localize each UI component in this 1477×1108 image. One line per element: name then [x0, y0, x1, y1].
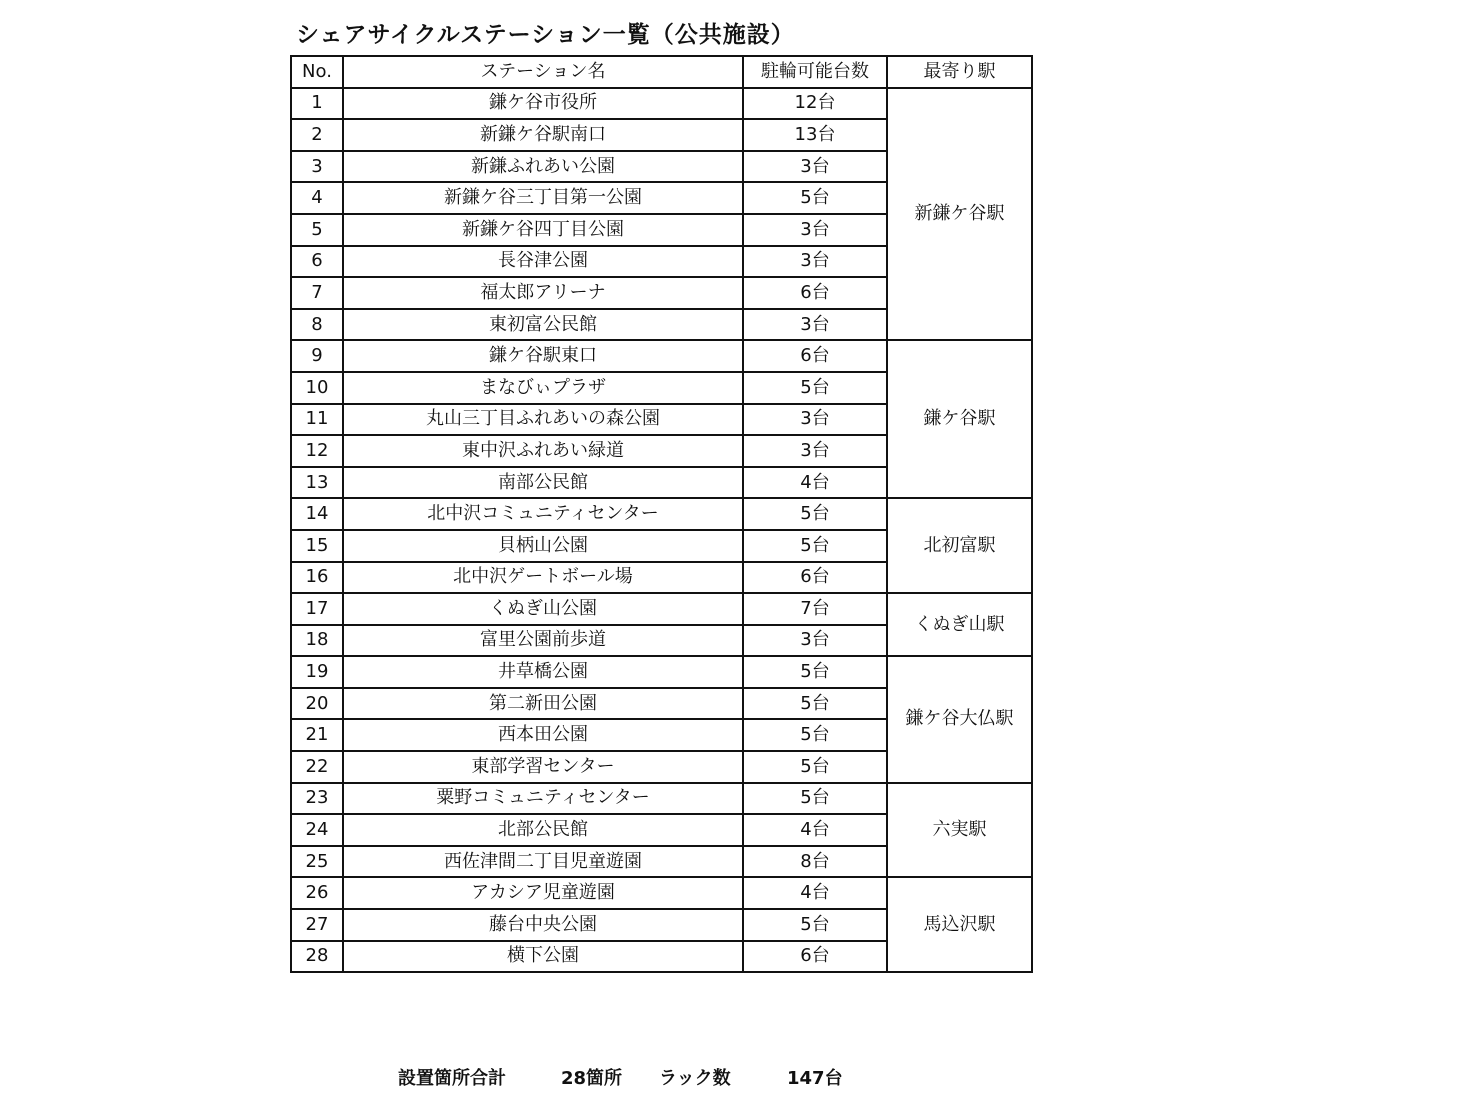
- row-capacity-cell: 12台: [743, 88, 887, 120]
- row-capacity-cell: 5台: [743, 656, 887, 688]
- row-station-name-cell: 藤台中央公園: [343, 909, 743, 941]
- row-station-name-cell: 東初富公民館: [343, 309, 743, 341]
- row-no-cell: 28: [291, 941, 343, 973]
- row-station-name-cell: 南部公民館: [343, 467, 743, 499]
- row-station-name-cell: 北中沢コミュニティセンター: [343, 498, 743, 530]
- row-station-name-cell: 第二新田公園: [343, 688, 743, 720]
- row-station-name-cell: 西佐津間二丁目児童遊園: [343, 846, 743, 878]
- row-capacity-cell: 7台: [743, 593, 887, 625]
- nearest-station-cell: 北初富駅: [887, 498, 1032, 593]
- row-no-cell: 2: [291, 119, 343, 151]
- row-capacity-cell: 5台: [743, 498, 887, 530]
- row-station-name-cell: 鎌ケ谷駅東口: [343, 340, 743, 372]
- table-header-row: [291, 56, 1032, 88]
- row-station-name-cell: アカシア児童遊園: [343, 877, 743, 909]
- row-capacity-cell: 5台: [743, 783, 887, 815]
- row-no-cell: 4: [291, 182, 343, 214]
- table-row: [291, 783, 1032, 815]
- nearest-station-cell: 六実駅: [887, 783, 1032, 878]
- row-station-name-cell: 福太郎アリーナ: [343, 277, 743, 309]
- row-capacity-cell: 3台: [743, 404, 887, 436]
- table-body: [291, 88, 1032, 973]
- row-no-cell: 22: [291, 751, 343, 783]
- table-row: [291, 88, 1032, 120]
- racks-label: ラック数: [659, 1068, 731, 1089]
- row-station-name-cell: 鎌ケ谷市役所: [343, 88, 743, 120]
- nearest-station-cell: 鎌ケ谷駅: [887, 340, 1032, 498]
- row-no-cell: 10: [291, 372, 343, 404]
- row-capacity-cell: 5台: [743, 530, 887, 562]
- row-capacity-cell: 3台: [743, 625, 887, 657]
- row-station-name-cell: 丸山三丁目ふれあいの森公園: [343, 404, 743, 436]
- row-capacity-cell: 5台: [743, 751, 887, 783]
- row-capacity-cell: 6台: [743, 277, 887, 309]
- row-station-name-cell: 東中沢ふれあい緑道: [343, 435, 743, 467]
- row-station-name-cell: 東部学習センター: [343, 751, 743, 783]
- row-no-cell: 6: [291, 246, 343, 278]
- row-station-name-cell: 長谷津公園: [343, 246, 743, 278]
- row-station-name-cell: 横下公園: [343, 941, 743, 973]
- row-capacity-cell: 5台: [743, 719, 887, 751]
- header-capacity: 駐輪可能台数: [743, 56, 887, 88]
- row-station-name-cell: まなびぃプラザ: [343, 372, 743, 404]
- row-station-name-cell: 新鎌ケ谷三丁目第一公園: [343, 182, 743, 214]
- row-no-cell: 15: [291, 530, 343, 562]
- row-capacity-cell: 3台: [743, 309, 887, 341]
- row-capacity-cell: 4台: [743, 814, 887, 846]
- nearest-station-cell: くぬぎ山駅: [887, 593, 1032, 656]
- row-capacity-cell: 6台: [743, 941, 887, 973]
- row-capacity-cell: 3台: [743, 214, 887, 246]
- row-capacity-cell: 4台: [743, 877, 887, 909]
- row-no-cell: 5: [291, 214, 343, 246]
- row-capacity-cell: 5台: [743, 372, 887, 404]
- row-no-cell: 18: [291, 625, 343, 657]
- table-row: [291, 593, 1032, 625]
- row-capacity-cell: 6台: [743, 562, 887, 594]
- row-no-cell: 7: [291, 277, 343, 309]
- row-no-cell: 3: [291, 151, 343, 183]
- row-no-cell: 23: [291, 783, 343, 815]
- row-no-cell: 21: [291, 719, 343, 751]
- row-no-cell: 24: [291, 814, 343, 846]
- row-no-cell: 19: [291, 656, 343, 688]
- nearest-station-cell: 馬込沢駅: [887, 877, 1032, 972]
- header-station-name: ステーション名: [343, 56, 743, 88]
- row-no-cell: 8: [291, 309, 343, 341]
- sites-total-label: 設置箇所合計: [398, 1068, 506, 1089]
- sites-total-value: 28箇所: [561, 1068, 623, 1089]
- row-station-name-cell: 西本田公園: [343, 719, 743, 751]
- row-station-name-cell: 北部公民館: [343, 814, 743, 846]
- nearest-station-cell: 新鎌ケ谷駅: [887, 88, 1032, 341]
- row-no-cell: 16: [291, 562, 343, 594]
- row-no-cell: 27: [291, 909, 343, 941]
- row-capacity-cell: 6台: [743, 340, 887, 372]
- row-station-name-cell: 富里公園前歩道: [343, 625, 743, 657]
- table-row: [291, 340, 1032, 372]
- row-capacity-cell: 3台: [743, 435, 887, 467]
- row-capacity-cell: 4台: [743, 467, 887, 499]
- row-no-cell: 1: [291, 88, 343, 120]
- row-capacity-cell: 8台: [743, 846, 887, 878]
- row-no-cell: 17: [291, 593, 343, 625]
- row-no-cell: 14: [291, 498, 343, 530]
- row-no-cell: 12: [291, 435, 343, 467]
- row-station-name-cell: 北中沢ゲートボール場: [343, 562, 743, 594]
- page-title: シェアサイクルステーション一覧（公共施設）: [296, 22, 795, 48]
- row-capacity-cell: 3台: [743, 151, 887, 183]
- row-station-name-cell: 井草橋公園: [343, 656, 743, 688]
- row-capacity-cell: 5台: [743, 182, 887, 214]
- station-table: [290, 55, 1033, 973]
- row-capacity-cell: 13台: [743, 119, 887, 151]
- table-row: [291, 498, 1032, 530]
- row-capacity-cell: 3台: [743, 246, 887, 278]
- row-no-cell: 26: [291, 877, 343, 909]
- row-no-cell: 25: [291, 846, 343, 878]
- row-station-name-cell: 新鎌ケ谷駅南口: [343, 119, 743, 151]
- table-row: [291, 656, 1032, 688]
- row-no-cell: 11: [291, 404, 343, 436]
- row-no-cell: 9: [291, 340, 343, 372]
- row-station-name-cell: くぬぎ山公園: [343, 593, 743, 625]
- row-capacity-cell: 5台: [743, 688, 887, 720]
- row-capacity-cell: 5台: [743, 909, 887, 941]
- header-no: No.: [291, 56, 343, 88]
- row-no-cell: 13: [291, 467, 343, 499]
- row-station-name-cell: 粟野コミュニティセンター: [343, 783, 743, 815]
- summary-line: [398, 1064, 843, 1090]
- row-station-name-cell: 新鎌ケ谷四丁目公園: [343, 214, 743, 246]
- racks-value: 147台: [787, 1068, 843, 1089]
- nearest-station-cell: 鎌ケ谷大仏駅: [887, 656, 1032, 782]
- header-nearest-station: 最寄り駅: [887, 56, 1032, 88]
- row-station-name-cell: 新鎌ふれあい公園: [343, 151, 743, 183]
- row-station-name-cell: 貝柄山公園: [343, 530, 743, 562]
- row-no-cell: 20: [291, 688, 343, 720]
- table-row: [291, 877, 1032, 909]
